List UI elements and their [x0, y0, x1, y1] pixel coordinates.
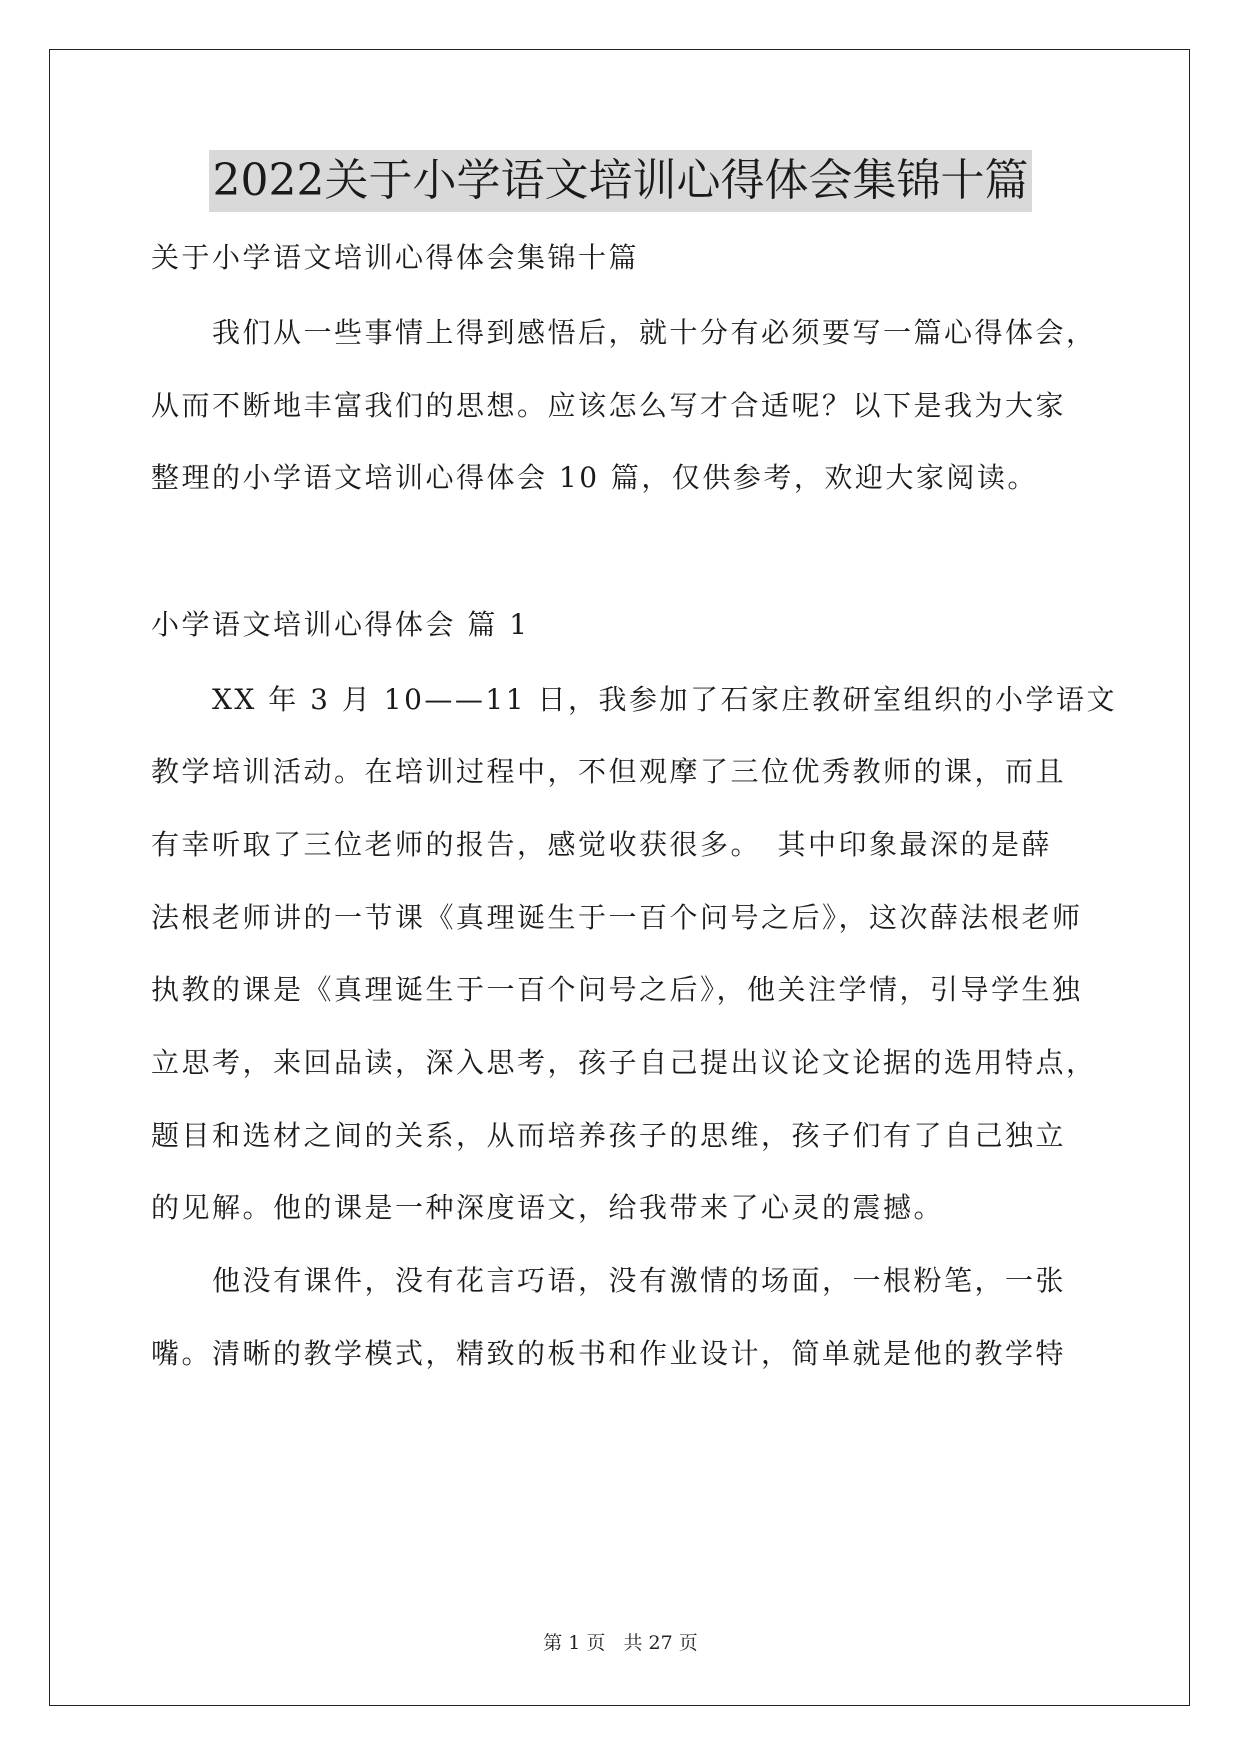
document-title: 2022关于小学语文培训心得体会集锦十篇 — [209, 150, 1033, 212]
paragraph2-line-1: 他没有课件，没有花言巧语，没有激情的场面，一根粉笔，一张 — [151, 1264, 1067, 1297]
section-heading: 小学语文培训心得体会 篇 1 — [151, 608, 530, 641]
page-number: 第 1 页 — [543, 1632, 606, 1654]
paragraph1-line-8: 的见解。他的课是一种深度语文，给我带来了心灵的震撼。 — [151, 1191, 945, 1224]
paragraph1-line-6: 立思考，来回品读，深入思考，孩子自己提出议论文论据的选用特点， — [151, 1046, 1097, 1079]
paragraph1-line-3: 有幸听取了三位老师的报告，感觉收获很多。 其中印象最深的是薛 — [151, 828, 1053, 861]
paragraph1-line-5: 执教的课是《真理诞生于一百个问号之后》，他关注学情，引导学生独 — [151, 973, 1083, 1006]
page-border — [49, 49, 1190, 1706]
paragraph2-line-2: 嘴。清晰的教学模式，精致的板书和作业设计，简单就是他的教学特 — [151, 1337, 1067, 1370]
intro-line-3: 整理的小学语文培训心得体会 10 篇，仅供参考，欢迎大家阅读。 — [151, 461, 1038, 494]
intro-line-2: 从而不断地丰富我们的思想。应该怎么写才合适呢？以下是我为大家 — [151, 389, 1067, 422]
subtitle: 关于小学语文培训心得体会集锦十篇 — [151, 241, 640, 274]
intro-line-1: 我们从一些事情上得到感悟后，就十分有必须要写一篇心得体会， — [151, 316, 1097, 349]
paragraph1-line-2: 教学培训活动。在培训过程中，不但观摩了三位优秀教师的课，而且 — [151, 755, 1067, 788]
paragraph1-line-7: 题目和选材之间的关系，从而培养孩子的思维，孩子们有了自己独立 — [151, 1119, 1067, 1152]
paragraph1-line-4: 法根老师讲的一节课《真理诞生于一百个问号之后》，这次薛法根老师 — [151, 901, 1083, 934]
paragraph1-line-1: XX 年 3 月 10——11 日，我参加了石家庄教研室组织的小学语文 — [151, 683, 1117, 716]
title-container — [0, 150, 1241, 212]
page-total: 共 27 页 — [623, 1632, 698, 1654]
page-footer — [0, 1628, 1241, 1655]
